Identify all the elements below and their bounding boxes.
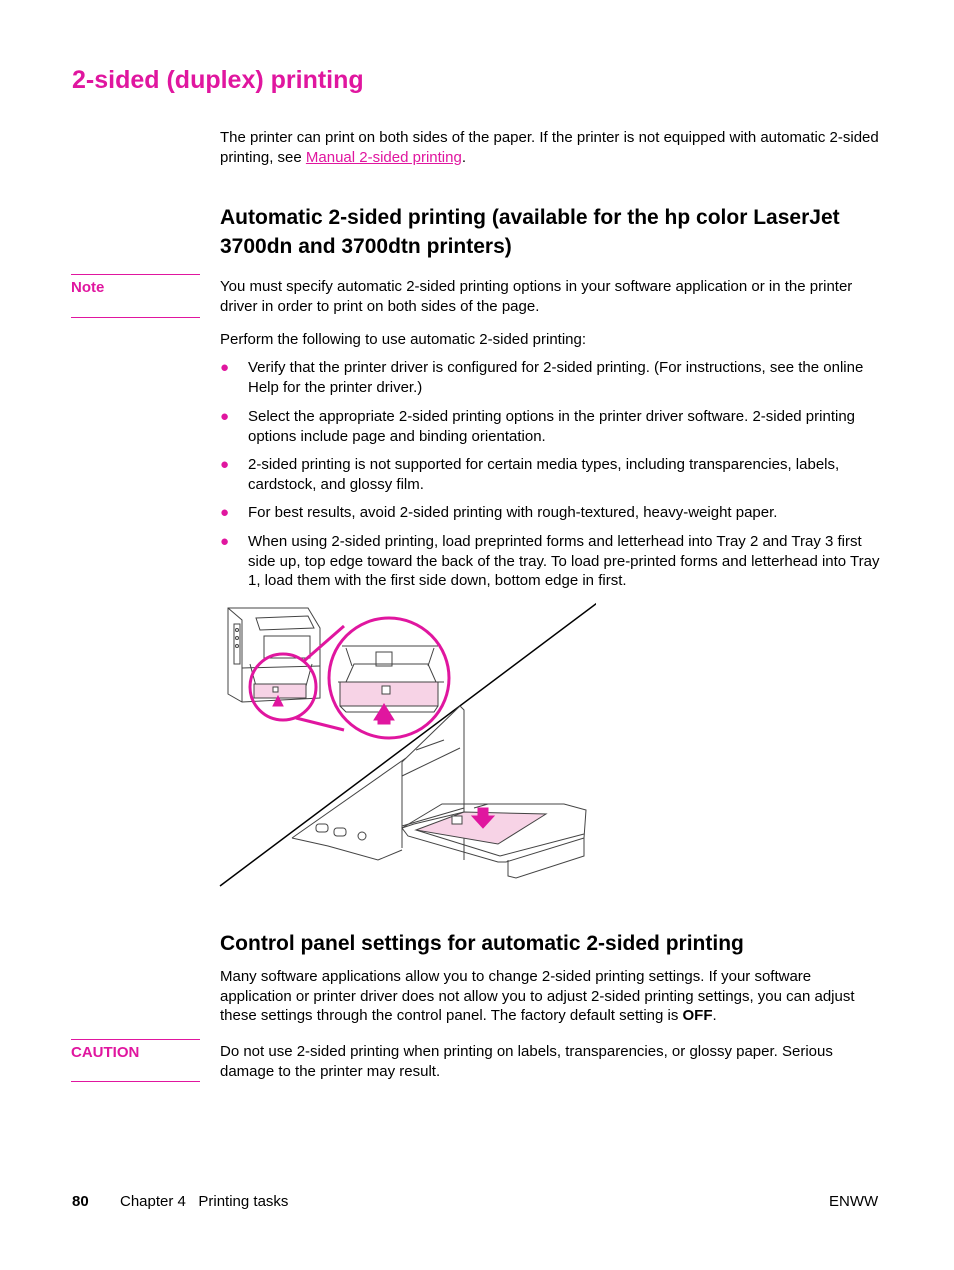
printer-tray-illustration <box>216 598 596 895</box>
footer-right-label: ENWW <box>829 1193 879 1210</box>
caution-label: CAUTION <box>71 1039 200 1082</box>
intro-text-end: . <box>461 148 466 166</box>
list-item-text: For best results, avoid 2-sided printing with rough-textured, heavy-weight paper. <box>248 504 778 521</box>
bullet-icon: ● <box>220 408 230 425</box>
caution-text: Do not use 2-sided printing when printing on labels, transparencies, or glossy paper. Serious damage to the printer may result. <box>220 1043 833 1080</box>
section-heading-automatic: Automatic 2-sided printing (available for the hp color LaserJet 3700dn and 3700dtn printers) <box>220 206 840 258</box>
list-item-text: Verify that the printer driver is configured for 2-sided printing. (For instructions, see the online Help for the printer driver.) <box>248 359 864 396</box>
section-heading-control-panel: Control panel settings for automatic 2-sided printing <box>220 932 744 955</box>
intro-paragraph <box>220 128 890 167</box>
control-panel-text: Many software applications allow you to change 2-sided printing settings. If your software application or printer driver does not allow you to adjust 2-sided printing settings, you can adjust these settings through the control panel. The factory default setting is <box>220 968 855 1024</box>
bullet-icon: ● <box>220 533 230 550</box>
perform-intro: Perform the following to use automatic 2-sided printing: <box>220 331 587 348</box>
printer-illustration-svg <box>216 598 596 890</box>
page-title: 2-sided (duplex) printing <box>72 66 364 94</box>
list-item-text: 2-sided printing is not supported for certain media types, including transparencies, labels, cardstock, and glossy film. <box>248 456 840 493</box>
off-setting: OFF <box>682 1007 713 1024</box>
tray-closeup <box>338 646 444 712</box>
intro-text: The printer can print on both sides of the paper. If the printer is not equipped with automatic 2-sided printing, see <box>220 129 879 166</box>
bullet-icon: ● <box>220 504 230 521</box>
paper-tray <box>402 804 586 878</box>
control-panel-text-end: . <box>712 1007 717 1024</box>
bullet-icon: ● <box>220 359 230 376</box>
chapter-label: Chapter 4 Printing tasks <box>120 1193 289 1210</box>
list-item-text: Select the appropriate 2-sided printing options in the printer driver software. 2-sided printing options include page and binding orientation. <box>248 408 856 445</box>
diagonal-divider <box>220 603 596 886</box>
note-label: Note <box>71 274 200 318</box>
note-text: You must specify automatic 2-sided printing options in your software application or in the printer driver in order to print on both sides of the page. <box>220 278 853 315</box>
page-number: 80 <box>72 1193 89 1210</box>
list-item-text: When using 2-sided printing, load preprinted forms and letterhead into Tray 2 and Tray 3 first side up, top edge toward the back of the tray. To load pre-printed forms and letterhead into Tray 1, load them with the first side down, bottom edge in first. <box>248 533 880 589</box>
manual-2-sided-link[interactable]: Manual 2-sided printing <box>305 148 462 166</box>
large-up-arrow-icon <box>374 704 394 724</box>
bullet-icon: ● <box>220 456 230 473</box>
control-panel-paragraph <box>220 967 880 1026</box>
